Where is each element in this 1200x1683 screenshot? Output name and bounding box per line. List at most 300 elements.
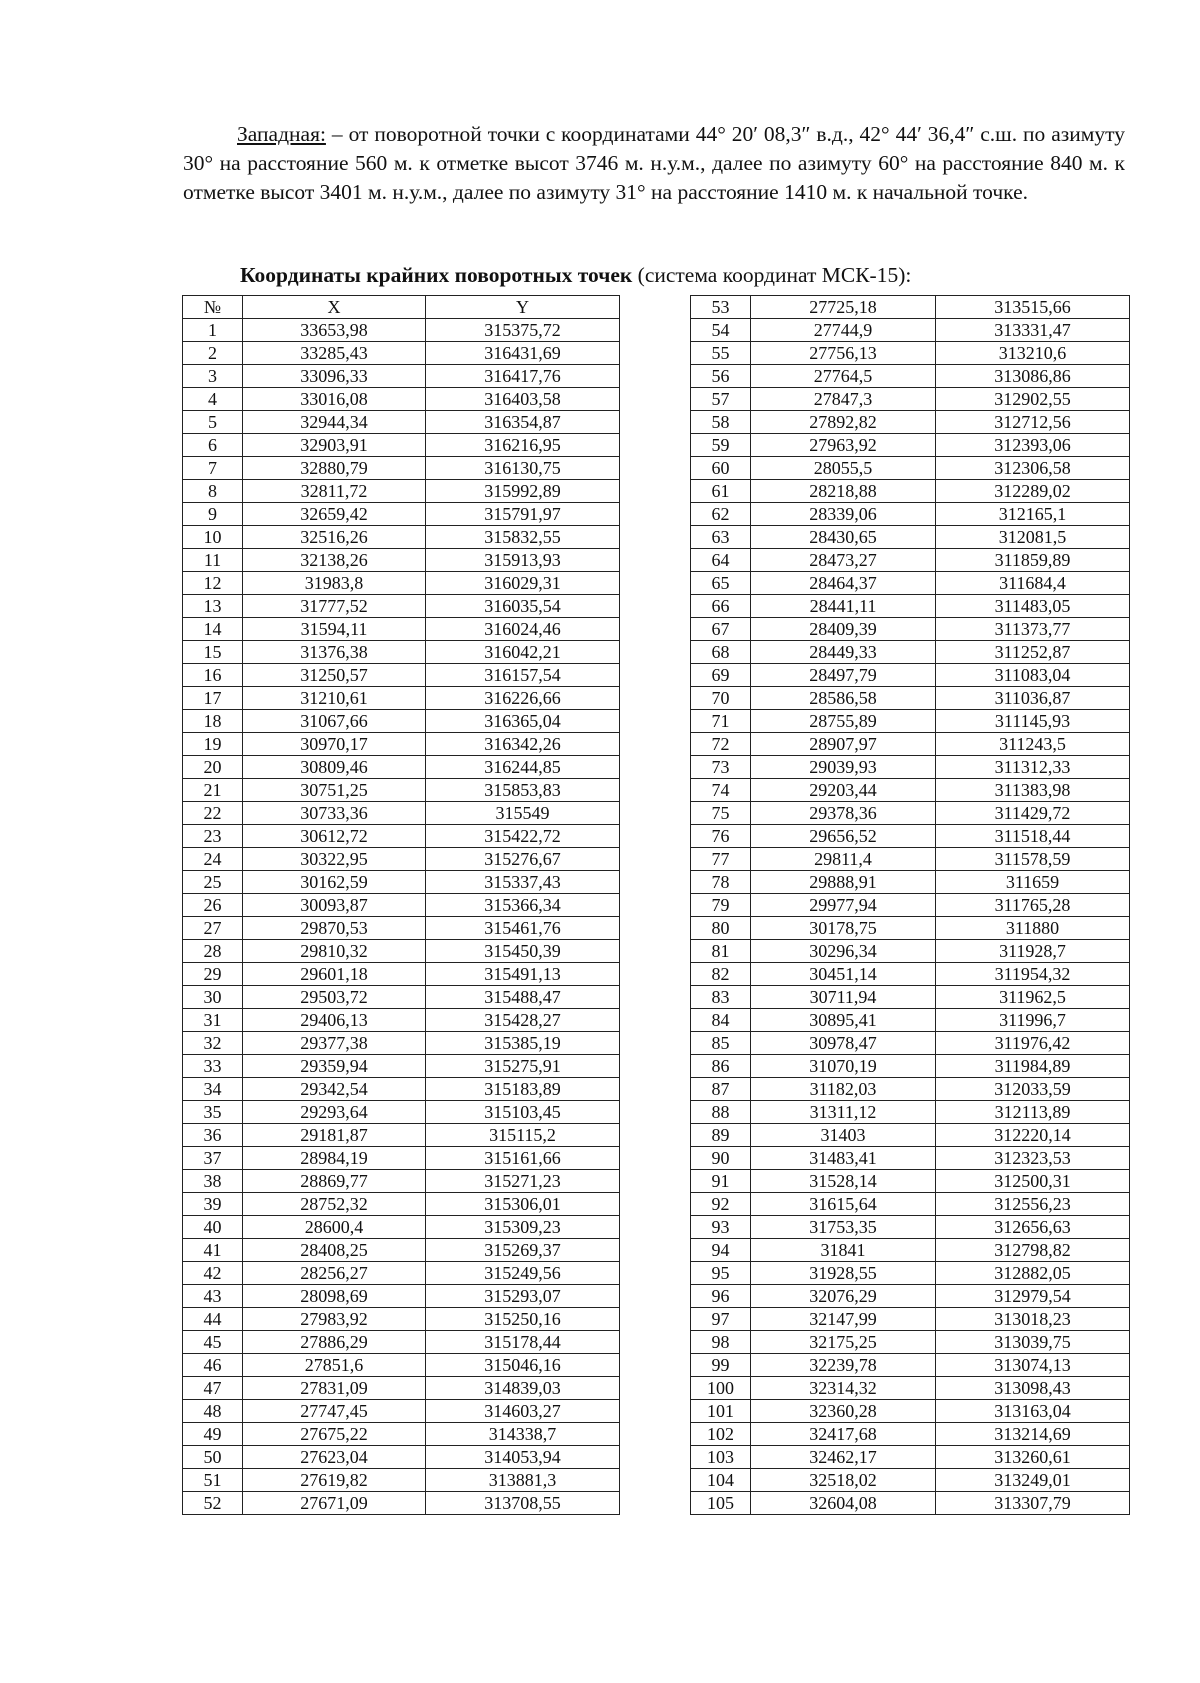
cell-x: 27747,45 <box>243 1400 426 1423</box>
cell-number: 83 <box>691 986 751 1009</box>
cell-number: 51 <box>183 1469 243 1492</box>
cell-x: 32360,28 <box>751 1400 936 1423</box>
table-row <box>691 572 1130 595</box>
cell-y: 313214,69 <box>936 1423 1130 1446</box>
cell-number: 56 <box>691 365 751 388</box>
cell-number: 15 <box>183 641 243 664</box>
cell-x: 30612,72 <box>243 825 426 848</box>
table-row <box>691 1032 1130 1055</box>
cell-y: 316342,26 <box>426 733 620 756</box>
cell-number: 46 <box>183 1354 243 1377</box>
cell-y: 315046,16 <box>426 1354 620 1377</box>
table-row <box>691 963 1130 986</box>
table-right-body <box>691 296 1130 1515</box>
table-heading-rest: (система координат МСК-15): <box>632 263 912 287</box>
cell-y: 314839,03 <box>426 1377 620 1400</box>
cell-number: 7 <box>183 457 243 480</box>
table-row <box>183 595 620 618</box>
cell-y: 315491,13 <box>426 963 620 986</box>
cell-number: 93 <box>691 1216 751 1239</box>
cell-y: 312882,05 <box>936 1262 1130 1285</box>
cell-y: 311976,42 <box>936 1032 1130 1055</box>
table-row <box>691 871 1130 894</box>
cell-number: 104 <box>691 1469 751 1492</box>
table-row <box>691 710 1130 733</box>
cell-y: 313039,75 <box>936 1331 1130 1354</box>
cell-x: 32314,32 <box>751 1377 936 1400</box>
cell-y: 315488,47 <box>426 986 620 1009</box>
cell-number: 105 <box>691 1492 751 1515</box>
cell-x: 33285,43 <box>243 342 426 365</box>
cell-number: 42 <box>183 1262 243 1285</box>
table-row <box>691 1078 1130 1101</box>
cell-x: 27851,6 <box>243 1354 426 1377</box>
cell-y: 312902,55 <box>936 388 1130 411</box>
cell-y: 313210,6 <box>936 342 1130 365</box>
table-row <box>691 1354 1130 1377</box>
table-row <box>183 1216 620 1239</box>
cell-y: 315103,45 <box>426 1101 620 1124</box>
cell-y: 313249,01 <box>936 1469 1130 1492</box>
cell-x: 29039,93 <box>751 756 936 779</box>
cell-number: 68 <box>691 641 751 664</box>
cell-y: 312323,53 <box>936 1147 1130 1170</box>
table-row <box>183 940 620 963</box>
table-row <box>183 1492 620 1515</box>
cell-x: 27725,18 <box>751 296 936 319</box>
table-row <box>691 986 1130 1009</box>
cell-number: 89 <box>691 1124 751 1147</box>
cell-y: 311243,5 <box>936 733 1130 756</box>
cell-x: 30751,25 <box>243 779 426 802</box>
cell-number: 67 <box>691 618 751 641</box>
table-row <box>183 342 620 365</box>
table-row <box>183 710 620 733</box>
cell-y: 315271,23 <box>426 1170 620 1193</box>
cell-y: 312306,58 <box>936 457 1130 480</box>
table-row <box>691 549 1130 572</box>
cell-x: 28984,19 <box>243 1147 426 1170</box>
cell-x: 28430,65 <box>751 526 936 549</box>
cell-number: 30 <box>183 986 243 1009</box>
cell-number: 24 <box>183 848 243 871</box>
cell-x: 33016,08 <box>243 388 426 411</box>
table-row <box>691 1492 1130 1515</box>
table-row <box>183 457 620 480</box>
cell-x: 32462,17 <box>751 1446 936 1469</box>
cell-y: 315115,2 <box>426 1124 620 1147</box>
table-row <box>183 825 620 848</box>
cell-number: 102 <box>691 1423 751 1446</box>
paragraph-text: – от поворотной точки с координатами 44° 20′ 08,3″ в.д., 42° 44′ 36,4″ с.ш. по азимуту 30° на расстояние 560 м. к отметке высот 3746 м. н.у.м., далее по азимуту 60° на расстояние 840 м. к отметке высот 3401 м. н.у.м., далее по азимуту 31° на расстояние 1410 м. к начальной точке. <box>183 122 1125 204</box>
cell-y: 315791,97 <box>426 503 620 526</box>
table-row <box>691 687 1130 710</box>
cell-y: 315385,19 <box>426 1032 620 1055</box>
cell-number: 63 <box>691 526 751 549</box>
table-row <box>691 480 1130 503</box>
cell-x: 31403 <box>751 1124 936 1147</box>
cell-y: 311578,59 <box>936 848 1130 871</box>
table-row <box>183 802 620 825</box>
cell-x: 29870,53 <box>243 917 426 940</box>
table-row <box>183 1032 620 1055</box>
coordinates-table-right <box>690 295 1130 1515</box>
cell-number: 53 <box>691 296 751 319</box>
cell-y: 312289,02 <box>936 480 1130 503</box>
cell-number: 58 <box>691 411 751 434</box>
cell-x: 29377,38 <box>243 1032 426 1055</box>
cell-number: 97 <box>691 1308 751 1331</box>
cell-y: 315178,44 <box>426 1331 620 1354</box>
cell-number: 85 <box>691 1032 751 1055</box>
table-row <box>691 802 1130 825</box>
table-row <box>183 526 620 549</box>
cell-y: 315832,55 <box>426 526 620 549</box>
cell-x: 29977,94 <box>751 894 936 917</box>
cell-x: 29601,18 <box>243 963 426 986</box>
table-row <box>691 1400 1130 1423</box>
cell-y: 311954,32 <box>936 963 1130 986</box>
cell-x: 29888,91 <box>751 871 936 894</box>
table-row <box>183 779 620 802</box>
table-row <box>183 1055 620 1078</box>
table-header-row <box>183 296 620 319</box>
table-row <box>183 1262 620 1285</box>
cell-number: 103 <box>691 1446 751 1469</box>
cell-number: 98 <box>691 1331 751 1354</box>
cell-x: 30322,95 <box>243 848 426 871</box>
table-row <box>183 365 620 388</box>
table-row <box>691 1446 1130 1469</box>
cell-y: 316365,04 <box>426 710 620 733</box>
cell-x: 32175,25 <box>751 1331 936 1354</box>
table-heading-bold: Координаты крайних поворотных точек <box>240 263 633 287</box>
cell-number: 99 <box>691 1354 751 1377</box>
cell-number: 29 <box>183 963 243 986</box>
table-row <box>691 1216 1130 1239</box>
table-row <box>691 641 1130 664</box>
cell-number: 74 <box>691 779 751 802</box>
cell-y: 313163,04 <box>936 1400 1130 1423</box>
cell-x: 28586,58 <box>751 687 936 710</box>
table-row <box>691 1331 1130 1354</box>
paragraph-lead: Западная: <box>237 122 326 146</box>
table-row <box>183 480 620 503</box>
table-row <box>183 1308 620 1331</box>
cell-number: 66 <box>691 595 751 618</box>
cell-x: 31928,55 <box>751 1262 936 1285</box>
cell-x: 29406,13 <box>243 1009 426 1032</box>
cell-y: 312393,06 <box>936 434 1130 457</box>
cell-y: 316024,46 <box>426 618 620 641</box>
table-row <box>691 733 1130 756</box>
cell-number: 86 <box>691 1055 751 1078</box>
cell-x: 27671,09 <box>243 1492 426 1515</box>
cell-x: 27764,5 <box>751 365 936 388</box>
cell-y: 315275,91 <box>426 1055 620 1078</box>
cell-y: 313515,66 <box>936 296 1130 319</box>
cell-x: 30093,87 <box>243 894 426 917</box>
cell-y: 313260,61 <box>936 1446 1130 1469</box>
cell-x: 28409,39 <box>751 618 936 641</box>
cell-number: 9 <box>183 503 243 526</box>
table-row <box>691 917 1130 940</box>
cell-number: 1 <box>183 319 243 342</box>
cell-x: 30178,75 <box>751 917 936 940</box>
cell-x: 27756,13 <box>751 342 936 365</box>
table-row <box>691 434 1130 457</box>
table-row <box>183 1101 620 1124</box>
cell-y: 311859,89 <box>936 549 1130 572</box>
cell-x: 28408,25 <box>243 1239 426 1262</box>
cell-number: 45 <box>183 1331 243 1354</box>
cell-x: 31528,14 <box>751 1170 936 1193</box>
cell-number: 3 <box>183 365 243 388</box>
cell-number: 19 <box>183 733 243 756</box>
table-row <box>691 1377 1130 1400</box>
cell-y: 316035,54 <box>426 595 620 618</box>
table-row <box>183 572 620 595</box>
cell-x: 31983,8 <box>243 572 426 595</box>
cell-x: 27675,22 <box>243 1423 426 1446</box>
cell-x: 31753,35 <box>751 1216 936 1239</box>
cell-x: 28218,88 <box>751 480 936 503</box>
cell-y: 311252,87 <box>936 641 1130 664</box>
cell-y: 316157,54 <box>426 664 620 687</box>
cell-x: 32147,99 <box>751 1308 936 1331</box>
cell-number: 60 <box>691 457 751 480</box>
cell-x: 28339,06 <box>751 503 936 526</box>
cell-y: 313331,47 <box>936 319 1130 342</box>
table-row <box>183 503 620 526</box>
table-row <box>691 1308 1130 1331</box>
cell-x: 31841 <box>751 1239 936 1262</box>
cell-x: 30162,59 <box>243 871 426 894</box>
cell-y: 314603,27 <box>426 1400 620 1423</box>
cell-y: 316417,76 <box>426 365 620 388</box>
table-row <box>691 595 1130 618</box>
table-row <box>691 1170 1130 1193</box>
cell-y: 312220,14 <box>936 1124 1130 1147</box>
cell-number: 55 <box>691 342 751 365</box>
cell-y: 315450,39 <box>426 940 620 963</box>
cell-y: 312500,31 <box>936 1170 1130 1193</box>
table-row <box>183 1446 620 1469</box>
table-row <box>183 1147 620 1170</box>
cell-number: 36 <box>183 1124 243 1147</box>
cell-number: 100 <box>691 1377 751 1400</box>
cell-number: 47 <box>183 1377 243 1400</box>
cell-x: 32138,26 <box>243 549 426 572</box>
cell-x: 31250,57 <box>243 664 426 687</box>
cell-x: 28473,27 <box>751 549 936 572</box>
cell-y: 316130,75 <box>426 457 620 480</box>
cell-y: 315422,72 <box>426 825 620 848</box>
cell-y: 312979,54 <box>936 1285 1130 1308</box>
cell-y: 313018,23 <box>936 1308 1130 1331</box>
cell-number: 20 <box>183 756 243 779</box>
cell-x: 30970,17 <box>243 733 426 756</box>
cell-x: 31067,66 <box>243 710 426 733</box>
cell-number: 50 <box>183 1446 243 1469</box>
cell-number: 96 <box>691 1285 751 1308</box>
cell-number: 35 <box>183 1101 243 1124</box>
cell-x: 27744,9 <box>751 319 936 342</box>
table-row <box>691 503 1130 526</box>
cell-y: 312656,63 <box>936 1216 1130 1239</box>
cell-x: 30809,46 <box>243 756 426 779</box>
cell-x: 27963,92 <box>751 434 936 457</box>
cell-number: 80 <box>691 917 751 940</box>
cell-number: 43 <box>183 1285 243 1308</box>
table-row <box>183 549 620 572</box>
cell-x: 29811,4 <box>751 848 936 871</box>
table-row <box>183 1377 620 1400</box>
table-row <box>691 1101 1130 1124</box>
table-row <box>691 1239 1130 1262</box>
cell-number: 49 <box>183 1423 243 1446</box>
cell-number: 91 <box>691 1170 751 1193</box>
cell-x: 33096,33 <box>243 365 426 388</box>
cell-x: 32880,79 <box>243 457 426 480</box>
cell-y: 312081,5 <box>936 526 1130 549</box>
cell-x: 28752,32 <box>243 1193 426 1216</box>
cell-x: 29810,32 <box>243 940 426 963</box>
cell-y: 313098,43 <box>936 1377 1130 1400</box>
header-x: X <box>243 296 426 319</box>
cell-y: 315250,16 <box>426 1308 620 1331</box>
cell-y: 315183,89 <box>426 1078 620 1101</box>
table-row <box>183 963 620 986</box>
cell-x: 32944,34 <box>243 411 426 434</box>
cell-number: 33 <box>183 1055 243 1078</box>
cell-y: 311373,77 <box>936 618 1130 641</box>
cell-x: 31070,19 <box>751 1055 936 1078</box>
cell-y: 312033,59 <box>936 1078 1130 1101</box>
cell-y: 315293,07 <box>426 1285 620 1308</box>
cell-number: 27 <box>183 917 243 940</box>
table-row <box>691 1193 1130 1216</box>
cell-x: 28600,4 <box>243 1216 426 1239</box>
table-row <box>183 1078 620 1101</box>
table-row <box>691 296 1130 319</box>
cell-y: 313086,86 <box>936 365 1130 388</box>
cell-y: 311483,05 <box>936 595 1130 618</box>
header-y: Y <box>426 296 620 319</box>
table-row <box>691 940 1130 963</box>
table-row <box>691 342 1130 365</box>
cell-y: 314338,7 <box>426 1423 620 1446</box>
table-row <box>691 1469 1130 1492</box>
cell-number: 87 <box>691 1078 751 1101</box>
cell-x: 27847,3 <box>751 388 936 411</box>
cell-number: 37 <box>183 1147 243 1170</box>
cell-number: 75 <box>691 802 751 825</box>
cell-x: 29293,64 <box>243 1101 426 1124</box>
table-row <box>183 1285 620 1308</box>
cell-number: 11 <box>183 549 243 572</box>
table-row <box>183 1009 620 1032</box>
cell-x: 27831,09 <box>243 1377 426 1400</box>
cell-y: 313074,13 <box>936 1354 1130 1377</box>
table-row <box>691 1147 1130 1170</box>
table-row <box>183 1469 620 1492</box>
cell-y: 315161,66 <box>426 1147 620 1170</box>
cell-number: 21 <box>183 779 243 802</box>
cell-y: 316216,95 <box>426 434 620 457</box>
table-row <box>183 1124 620 1147</box>
cell-x: 32811,72 <box>243 480 426 503</box>
cell-y: 316042,21 <box>426 641 620 664</box>
cell-number: 57 <box>691 388 751 411</box>
cell-x: 31182,03 <box>751 1078 936 1101</box>
cell-y: 316226,66 <box>426 687 620 710</box>
cell-number: 28 <box>183 940 243 963</box>
cell-number: 101 <box>691 1400 751 1423</box>
cell-x: 29203,44 <box>751 779 936 802</box>
cell-number: 78 <box>691 871 751 894</box>
table-row <box>691 894 1130 917</box>
cell-number: 69 <box>691 664 751 687</box>
cell-x: 27892,82 <box>751 411 936 434</box>
table-row <box>691 1009 1130 1032</box>
cell-number: 92 <box>691 1193 751 1216</box>
cell-x: 28907,97 <box>751 733 936 756</box>
cell-y: 315853,83 <box>426 779 620 802</box>
cell-x: 30711,94 <box>751 986 936 1009</box>
cell-y: 311928,7 <box>936 940 1130 963</box>
cell-x: 32604,08 <box>751 1492 936 1515</box>
cell-number: 62 <box>691 503 751 526</box>
table-row <box>183 848 620 871</box>
table-row <box>691 618 1130 641</box>
cell-number: 44 <box>183 1308 243 1331</box>
table-row <box>691 388 1130 411</box>
cell-number: 14 <box>183 618 243 641</box>
cell-number: 10 <box>183 526 243 549</box>
cell-y: 311312,33 <box>936 756 1130 779</box>
table-row <box>183 641 620 664</box>
table-heading <box>240 263 911 287</box>
cell-number: 18 <box>183 710 243 733</box>
cell-number: 39 <box>183 1193 243 1216</box>
cell-x: 28441,11 <box>751 595 936 618</box>
cell-x: 31777,52 <box>243 595 426 618</box>
cell-y: 315249,56 <box>426 1262 620 1285</box>
cell-number: 8 <box>183 480 243 503</box>
cell-number: 32 <box>183 1032 243 1055</box>
cell-x: 31594,11 <box>243 618 426 641</box>
cell-y: 313708,55 <box>426 1492 620 1515</box>
cell-number: 94 <box>691 1239 751 1262</box>
cell-number: 22 <box>183 802 243 825</box>
table-row <box>183 756 620 779</box>
cell-number: 71 <box>691 710 751 733</box>
cell-number: 64 <box>691 549 751 572</box>
cell-y: 316403,58 <box>426 388 620 411</box>
cell-x: 27623,04 <box>243 1446 426 1469</box>
cell-y: 311518,44 <box>936 825 1130 848</box>
cell-number: 82 <box>691 963 751 986</box>
cell-y: 312165,1 <box>936 503 1130 526</box>
cell-y: 311984,89 <box>936 1055 1130 1078</box>
cell-number: 65 <box>691 572 751 595</box>
table-row <box>183 388 620 411</box>
cell-number: 61 <box>691 480 751 503</box>
cell-y: 312712,56 <box>936 411 1130 434</box>
cell-x: 31615,64 <box>751 1193 936 1216</box>
cell-y: 315913,93 <box>426 549 620 572</box>
